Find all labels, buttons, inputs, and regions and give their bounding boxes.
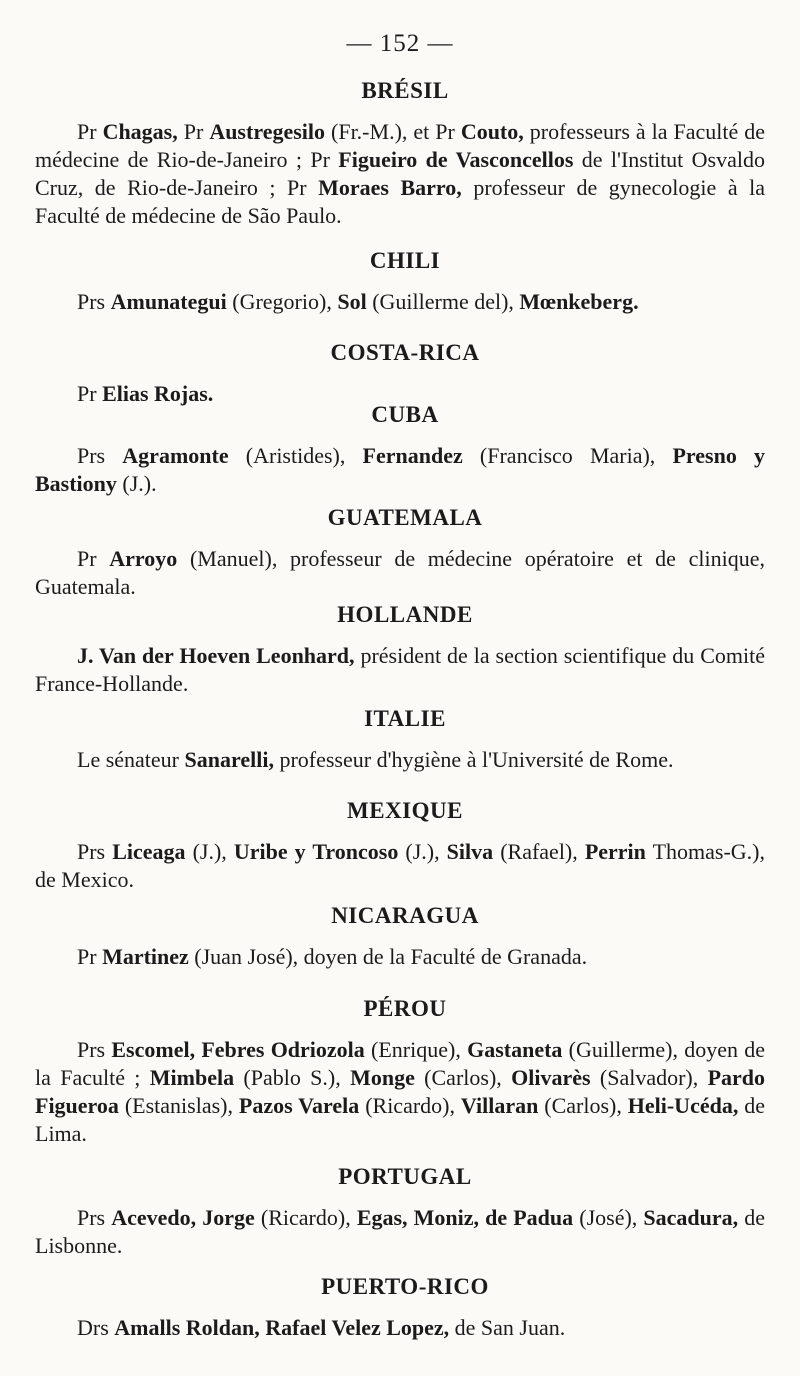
section-portugal [0, 1164, 800, 1260]
title-abbrev: Prs [77, 839, 106, 864]
person-name: Villaran [460, 1093, 539, 1118]
person-name: Sacadura, [643, 1205, 739, 1230]
title-abbrev: Prs [77, 443, 106, 468]
title-abbrev: Pr [287, 175, 307, 200]
person-name: Monge [350, 1065, 415, 1090]
text-run: (Rafael), [493, 839, 585, 864]
section-heading: HOLLANDE [337, 602, 473, 627]
text-run: (Gregorio), [226, 289, 338, 314]
text-run: (J.). [116, 471, 157, 496]
person-name: Agramonte [122, 443, 229, 468]
person-name: Heli-Ucéda, [627, 1093, 739, 1118]
section-heading: BRÉSIL [361, 78, 449, 103]
person-name: Chagas, [102, 119, 178, 144]
person-name: Amunategui [110, 289, 227, 314]
person-name: Sanarelli, [184, 747, 274, 772]
title-abbrev: Pr [77, 381, 97, 406]
title-abbrev: Pr [77, 944, 97, 969]
section-perou [0, 996, 800, 1148]
text-run: (Carlos), [414, 1065, 512, 1090]
person-name: Perrin [584, 839, 646, 864]
person-name: Pazos Varela [238, 1093, 360, 1118]
section-chili [0, 248, 800, 316]
text-run: (Ricardo), [254, 1205, 357, 1230]
section-heading: CHILI [369, 248, 441, 273]
text-run: (Aristides), [228, 443, 363, 468]
section-text [35, 1204, 765, 1260]
text-run: professeur de gynecologie à la Faculté de médecine de São Paulo. [35, 175, 766, 228]
section-cuba [0, 402, 800, 498]
section-text [35, 642, 765, 698]
section-puerto-rico [0, 1274, 800, 1342]
section-mexique [0, 798, 800, 894]
section-text [35, 838, 765, 894]
text-run: président de la section scientifique du Comité France-Hollande. [35, 643, 765, 696]
text-run: (J.), [398, 839, 447, 864]
text-run: de San Juan. [449, 1315, 566, 1340]
text-run: professeurs à la Faculté de médecine de Rio-de-Janeiro ; [35, 119, 766, 172]
person-name: Liceaga [112, 839, 186, 864]
title-abbrev: Pr [77, 119, 97, 144]
title-abbrev: Pr [310, 147, 330, 172]
section-text [35, 545, 765, 601]
section-guatemala [0, 505, 800, 601]
person-name: Uribe y Troncoso [233, 839, 399, 864]
person-name: Austregesilo [209, 119, 326, 144]
text-run: (Guillerme), doyen de la Faculté ; [35, 1037, 766, 1090]
person-name: Elias Rojas. [102, 381, 214, 406]
section-text [35, 118, 765, 230]
text-run: (Juan José), doyen de la Faculté de Granada. [188, 944, 588, 969]
text-run: (Carlos), [538, 1093, 628, 1118]
text-run: de l'Institut Osvaldo Cruz, de Rio-de-Janeiro ; [35, 147, 765, 200]
person-name: Sol [337, 289, 367, 314]
person-name: Figueiro de Vasconcellos [338, 147, 574, 172]
person-name: Moraes Barro, [318, 175, 462, 200]
section-heading: GUATEMALA [327, 505, 483, 530]
section-heading: NICARAGUA [331, 903, 479, 928]
text-run: (Salvador), [590, 1065, 708, 1090]
section-costa-rica [0, 340, 800, 408]
section-text [35, 1314, 765, 1342]
person-name: Fernandez [362, 443, 463, 468]
person-name: Arroyo [109, 546, 178, 571]
person-name: Acevedo, Jorge [111, 1205, 255, 1230]
section-heading: CUBA [371, 402, 439, 427]
text-run: (J.), [185, 839, 234, 864]
section-heading: COSTA-RICA [330, 340, 480, 365]
title-abbrev: Prs [77, 1205, 106, 1230]
text-run: de Lima. [35, 1093, 766, 1146]
text-run: (Estanislas), [118, 1093, 239, 1118]
title-abbrev: Prs [77, 1037, 106, 1062]
person-name: Gastaneta [467, 1037, 563, 1062]
section-text [35, 746, 765, 774]
text-run: de Lisbonne. [35, 1205, 766, 1258]
person-name: Couto, [460, 119, 524, 144]
section-text [35, 943, 765, 971]
page-number: — 152 — [346, 30, 454, 57]
text-run: Le sénateur [77, 747, 185, 772]
person-name: Presno y Bastiony [35, 443, 766, 496]
person-name: Silva [446, 839, 494, 864]
title-abbrev: Pr [435, 119, 455, 144]
person-name: Escomel, Febres Odriozola [111, 1037, 365, 1062]
section-bresil [0, 78, 800, 230]
person-name: Egas, Moniz, de Padua [356, 1205, 574, 1230]
section-heading: ITALIE [364, 706, 446, 731]
text-run: (Enrique), [364, 1037, 468, 1062]
person-name: Olivarès [511, 1065, 591, 1090]
section-heading: PÉROU [363, 996, 447, 1021]
section-hollande [0, 602, 800, 698]
section-heading: PUERTO-RICO [321, 1274, 489, 1299]
person-name: Amalls Roldan, Rafael Velez Lopez, [114, 1315, 450, 1340]
person-name: J. Van der Hoeven Leonhard, [77, 643, 355, 668]
text-run: (Guillerme del), [366, 289, 520, 314]
text-run: professeur d'hygiène à l'Université de Rome. [273, 747, 674, 772]
person-name: Pardo Figueroa [35, 1065, 766, 1118]
section-nicaragua [0, 903, 800, 971]
text-run: (Francisco Maria), [462, 443, 673, 468]
person-name: Mimbela [149, 1065, 235, 1090]
text-run: (Pablo S.), [234, 1065, 351, 1090]
title-abbrev: Prs [77, 289, 106, 314]
person-name: Martinez [102, 944, 189, 969]
text-run: (Manuel), professeur de médecine opératoire et de clinique, Guatemala. [35, 546, 765, 599]
section-heading: MEXIQUE [347, 798, 463, 823]
section-text [35, 442, 765, 498]
text-run: (Ricardo), [359, 1093, 461, 1118]
section-italie [0, 706, 800, 774]
title-abbrev: Pr [77, 546, 97, 571]
text-run: (José), [573, 1205, 644, 1230]
text-run: (Fr.-M.), et [325, 119, 436, 144]
person-name: Mœnkeberg. [519, 289, 639, 314]
text-run: Thomas-G.), de Mexico. [35, 839, 766, 892]
title-abbrev: Pr [183, 119, 204, 144]
section-text [35, 288, 765, 316]
section-text [35, 1036, 765, 1148]
title-abbrev: Drs [77, 1315, 109, 1340]
section-heading: PORTUGAL [338, 1164, 472, 1189]
